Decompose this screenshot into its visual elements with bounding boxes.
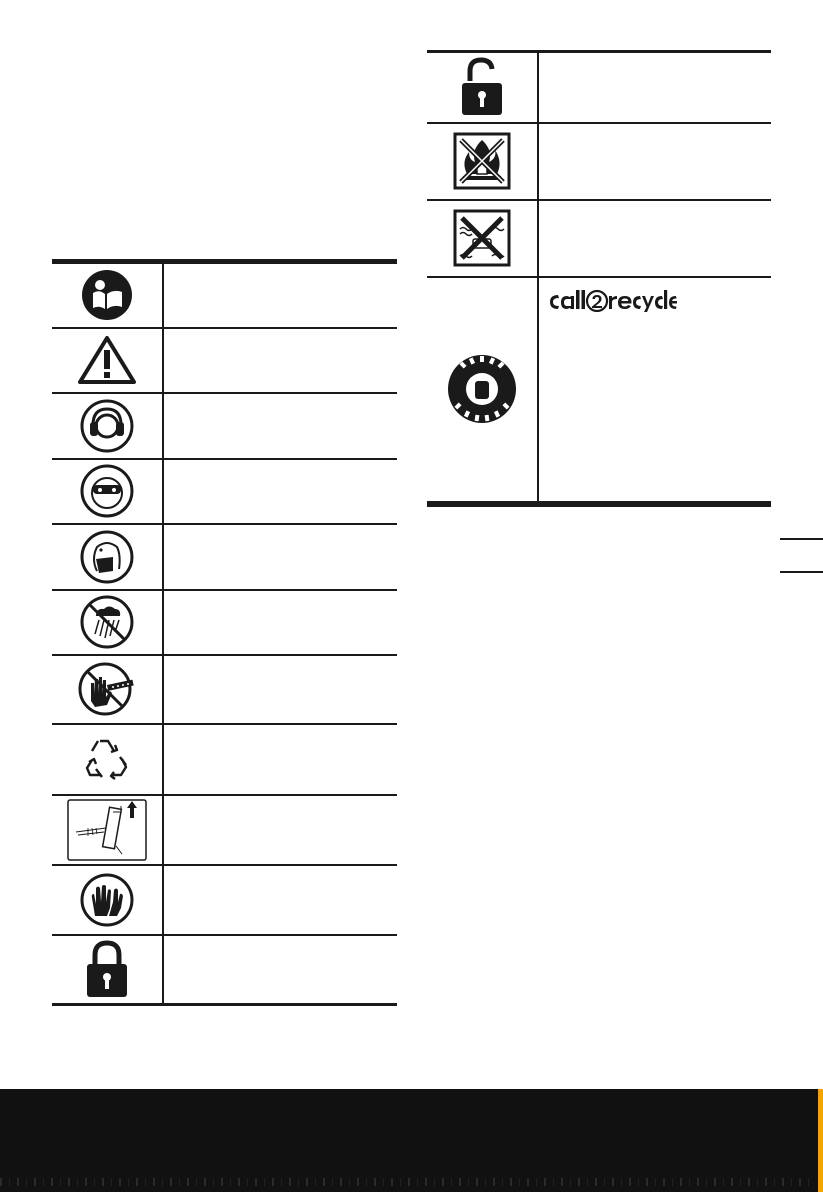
symbol-row <box>427 52 771 123</box>
symbol-description <box>163 865 397 935</box>
side-tab-marker-top <box>780 538 823 540</box>
read-manual-icon <box>79 267 135 323</box>
symbol-cell <box>52 328 163 393</box>
symbol-row <box>52 724 397 795</box>
symbol-row <box>52 935 397 1005</box>
recycle-icon <box>82 735 132 783</box>
symbol-cell <box>427 52 538 123</box>
symbol-cell <box>52 655 163 724</box>
symbol-description <box>163 590 397 655</box>
symbol-cell <box>52 590 163 655</box>
symbol-row <box>52 262 397 328</box>
symbol-row <box>52 524 397 590</box>
symbols-table-right <box>427 50 771 507</box>
symbol-row <box>52 795 397 865</box>
unlocked-padlock-icon <box>460 57 504 117</box>
wear-gloves-icon <box>79 872 135 928</box>
symbol-cell <box>52 262 163 328</box>
symbol-cell <box>427 123 538 200</box>
symbol-description <box>163 935 397 1005</box>
footer-texture <box>0 1178 815 1186</box>
chain-lubrication-diagram-icon <box>66 798 148 862</box>
symbols-table-left <box>52 259 397 1006</box>
symbol-cell <box>52 724 163 795</box>
symbol-description <box>163 724 397 795</box>
eye-protection-icon <box>79 463 135 519</box>
ear-protection-icon <box>79 398 135 454</box>
dust-mask-icon <box>79 529 135 585</box>
side-tab-marker-bottom <box>780 571 823 573</box>
symbol-description <box>538 52 771 123</box>
symbol-cell <box>52 935 163 1005</box>
no-rain-icon <box>79 594 135 650</box>
do-not-immerse-battery-icon <box>453 209 511 267</box>
call2recycle-logo <box>547 288 677 312</box>
symbol-description <box>163 459 397 524</box>
symbol-row <box>52 865 397 935</box>
symbol-description <box>163 393 397 459</box>
symbol-description <box>163 795 397 865</box>
symbol-row <box>52 459 397 524</box>
symbol-cell <box>52 795 163 865</box>
symbol-cell <box>52 524 163 590</box>
symbol-description <box>163 328 397 393</box>
symbol-cell <box>52 393 163 459</box>
warning-triangle-icon <box>75 333 139 387</box>
symbol-cell <box>427 277 538 504</box>
symbol-row <box>52 655 397 724</box>
locked-padlock-icon <box>85 939 129 999</box>
rbrc-recycle-seal-icon <box>446 353 518 425</box>
symbol-description <box>538 123 771 200</box>
symbol-row <box>52 590 397 655</box>
symbol-row <box>427 123 771 200</box>
footer-bar <box>0 1089 823 1192</box>
keep-hands-away-icon <box>77 661 137 717</box>
symbol-description <box>163 262 397 328</box>
symbol-description <box>538 200 771 277</box>
symbol-row <box>52 328 397 393</box>
do-not-burn-battery-icon <box>453 132 511 190</box>
symbol-row <box>427 277 771 504</box>
symbol-description <box>538 277 771 504</box>
symbol-cell <box>52 865 163 935</box>
symbol-row <box>52 393 397 459</box>
footer-accent-edge <box>818 1089 823 1192</box>
symbol-cell <box>427 200 538 277</box>
symbol-description <box>163 655 397 724</box>
symbol-cell <box>52 459 163 524</box>
symbol-row <box>427 200 771 277</box>
symbol-description <box>163 524 397 590</box>
